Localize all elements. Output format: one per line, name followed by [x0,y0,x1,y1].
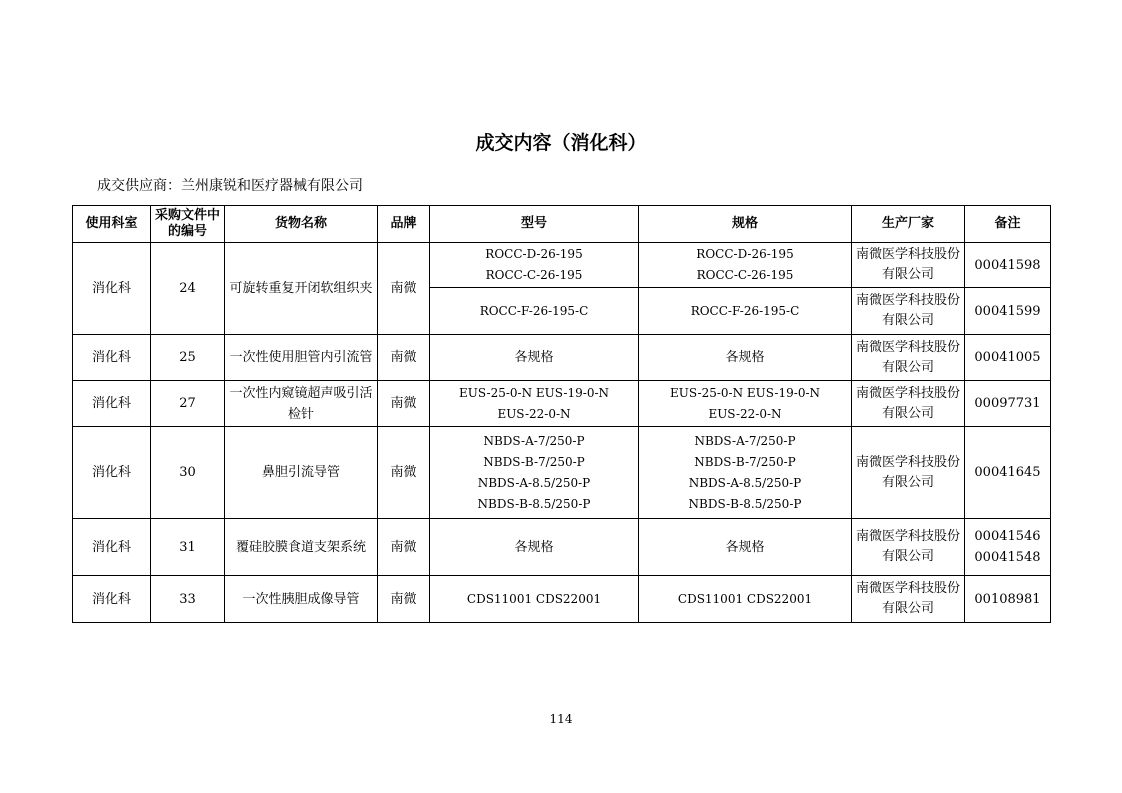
header-name: 货物名称 [225,206,378,243]
model-cell [430,288,639,335]
brand-cell: 南微 [378,335,430,381]
note-line: 00041598 [974,257,1041,273]
table-row [73,576,1051,623]
model-line: NBDS-B-7/250-P [483,454,585,469]
table-row [73,243,1051,288]
spec-cell [639,243,852,288]
dept-cell: 消化科 [73,519,151,576]
note-line: 00108981 [974,591,1041,607]
model-line: ROCC-F-26-195-C [479,303,589,318]
spec-line: 各规格 [725,539,765,555]
file-no-cell: 24 [151,243,225,335]
model-line: 各规格 [514,539,554,555]
header-note: 备注 [965,206,1051,243]
name-cell: 覆硅胶膜食道支架系统 [225,519,378,576]
name-cell: 一次性内窥镜超声吸引活检针 [225,381,378,427]
dept-cell: 消化科 [73,576,151,623]
page-number: 114 [549,712,573,726]
model-cell [430,335,639,381]
model-cell [430,427,639,519]
maker-cell: 南微医学科技股份有限公司 [852,381,965,427]
header-file-no-line1: 采购文件中 [154,208,220,223]
spec-cell [639,576,852,623]
spec-cell [639,519,852,576]
dept-cell: 消化科 [73,335,151,381]
table-row [73,381,1051,427]
model-line: 各规格 [514,350,554,365]
name-cell: 一次性胰胆成像导管 [225,576,378,623]
model-line: ROCC-D-26-195 [485,247,583,261]
brand-cell: 南微 [378,576,430,623]
supplier-line: 成交供应商：兰州康锐和医疗器械有限公司 [97,178,363,194]
note-line: 00041645 [974,465,1041,480]
spec-line: EUS-25-0-N EUS-19-0-N [669,385,821,400]
file-no-cell: 31 [151,519,225,576]
note-line: 00041548 [974,550,1041,565]
header-row [73,206,1051,243]
spec-cell [639,427,852,519]
header-spec: 规格 [639,206,852,243]
model-line: EUS-22-0-N [497,406,571,421]
model-line: NBDS-B-8.5/250-P [477,496,591,511]
contract-table [72,205,1051,623]
note-cell [965,335,1051,381]
name-cell: 鼻胆引流导管 [225,427,378,519]
brand-cell: 南微 [378,243,430,335]
model-cell [430,576,639,623]
model-cell [430,243,639,288]
model-cell [430,381,639,427]
brand-cell: 南微 [378,427,430,519]
table-row [73,335,1051,381]
spec-line: ROCC-D-26-195 [696,247,794,261]
dept-cell: 消化科 [73,427,151,519]
header-model: 型号 [430,206,639,243]
header-dept: 使用科室 [73,206,151,243]
table-row [73,519,1051,576]
name-cell: 可旋转重复开闭软组织夹 [225,243,378,335]
note-cell [965,519,1051,576]
spec-line: ROCC-C-26-195 [696,268,794,282]
maker-cell: 南微医学科技股份有限公司 [852,576,965,623]
note-line: 00041546 [974,529,1041,544]
spec-cell [639,288,852,335]
dept-cell: 消化科 [73,243,151,335]
maker-cell: 南微医学科技股份有限公司 [852,427,965,519]
header-maker: 生产厂家 [852,206,965,243]
model-line: ROCC-C-26-195 [485,268,583,282]
brand-cell: 南微 [378,381,430,427]
spec-line: ROCC-F-26-195-C [690,303,800,318]
file-no-cell: 27 [151,381,225,427]
note-cell [965,288,1051,335]
dept-cell: 消化科 [73,381,151,427]
note-cell [965,576,1051,623]
spec-line: EUS-22-0-N [708,406,782,421]
note-cell [965,381,1051,427]
model-line: EUS-25-0-N EUS-19-0-N [458,385,610,400]
note-cell [965,243,1051,288]
spec-line: NBDS-B-8.5/250-P [688,496,802,511]
file-no-cell: 33 [151,576,225,623]
note-line: 00097731 [974,396,1041,411]
spec-line: 各规格 [725,350,765,365]
brand-cell: 南微 [378,519,430,576]
spec-line: NBDS-A-8.5/250-P [688,475,802,490]
note-line: 00041599 [974,303,1041,319]
note-cell [965,427,1051,519]
model-line: NBDS-A-7/250-P [483,433,585,448]
header-file-no-line2: 的编号 [167,224,207,239]
spec-line: CDS11001 CDS22001 [677,591,813,606]
header-brand: 品牌 [378,206,430,243]
name-cell: 一次性使用胆管内引流管 [225,335,378,381]
file-no-cell: 25 [151,335,225,381]
maker-cell: 南微医学科技股份有限公司 [852,243,965,288]
maker-cell: 南微医学科技股份有限公司 [852,519,965,576]
maker-cell: 南微医学科技股份有限公司 [852,288,965,335]
spec-line: NBDS-A-7/250-P [694,433,796,448]
spec-cell [639,335,852,381]
spec-cell [639,381,852,427]
page-title: 成交内容（消化科） [475,132,647,154]
file-no-cell: 30 [151,427,225,519]
model-line: CDS11001 CDS22001 [466,591,602,606]
maker-cell: 南微医学科技股份有限公司 [852,335,965,381]
header-file-no [151,206,225,243]
model-cell [430,519,639,576]
note-line: 00041005 [974,350,1041,365]
model-line: NBDS-A-8.5/250-P [477,475,591,490]
table-row [73,427,1051,519]
spec-line: NBDS-B-7/250-P [694,454,796,469]
